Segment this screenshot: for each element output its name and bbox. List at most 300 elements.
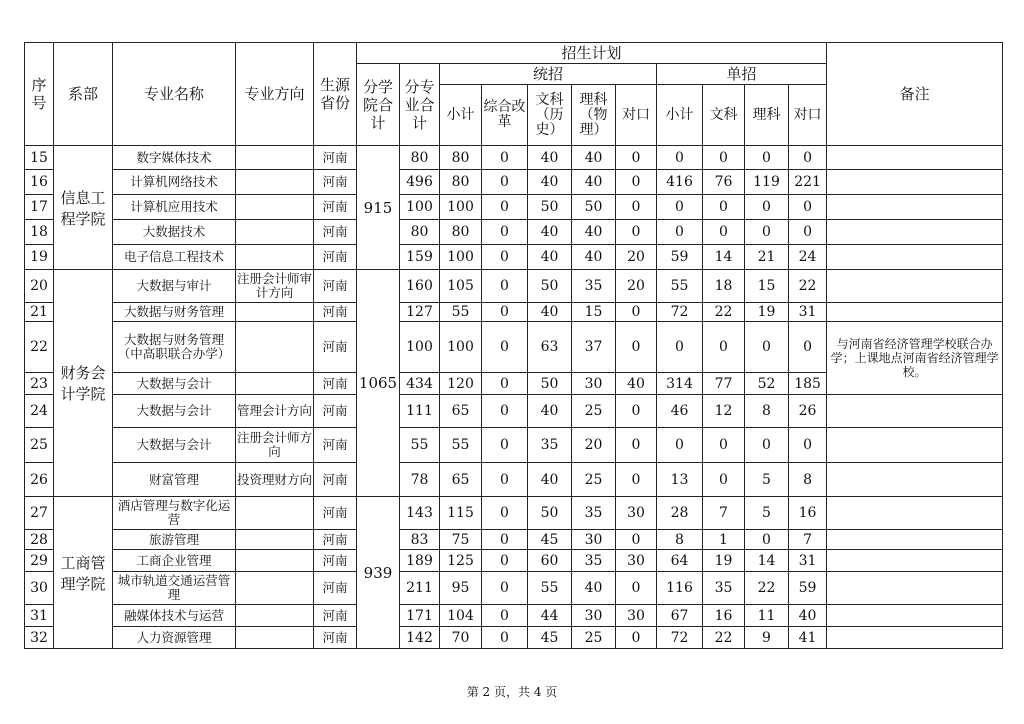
college-total: 1065: [357, 270, 400, 497]
college-name: 信息工程学院: [54, 146, 113, 270]
major-name: 酒店管理与数字化运营: [113, 497, 236, 530]
cell-t-zh: 0: [482, 303, 528, 322]
cell-t-dk: 0: [616, 170, 657, 195]
cell-t-wen: 50: [528, 373, 572, 395]
cell-t-wen: 45: [528, 627, 572, 649]
cell-d-wen: 12: [703, 395, 745, 428]
remark-cell: [827, 627, 1003, 649]
major-name: 城市轨道交通运营管理: [113, 572, 236, 605]
major-name: 大数据与财务管理: [113, 303, 236, 322]
remark-cell: [827, 146, 1003, 170]
row-seq: 21: [25, 303, 54, 322]
row-seq: 19: [25, 245, 54, 270]
cell-d-wen: 0: [703, 220, 745, 245]
cell-t-wen: 50: [528, 270, 572, 303]
header-dept: 系部: [54, 43, 113, 146]
header-d-li: 理科: [745, 85, 789, 146]
table-row: [25, 195, 1003, 220]
cell-t-sub: 125: [440, 550, 482, 572]
cell-d-li: 11: [745, 605, 789, 627]
major-name: 电子信息工程技术: [113, 245, 236, 270]
cell-t-sub: 115: [440, 497, 482, 530]
major-total: 80: [400, 146, 440, 170]
row-seq: 18: [25, 220, 54, 245]
row-seq: 31: [25, 605, 54, 627]
cell-d-dk: 40: [789, 605, 827, 627]
cell-d-dk: 0: [789, 428, 827, 463]
cell-t-wen: 40: [528, 245, 572, 270]
college-name: 财务会计学院: [54, 270, 113, 497]
cell-d-li: 119: [745, 170, 789, 195]
source-province: 河南: [314, 550, 357, 572]
major-total: 78: [400, 463, 440, 497]
source-province: 河南: [314, 395, 357, 428]
cell-d-li: 8: [745, 395, 789, 428]
cell-d-dk: 22: [789, 270, 827, 303]
cell-d-li: 52: [745, 373, 789, 395]
major-name: 融媒体技术与运营: [113, 605, 236, 627]
major-name: 大数据技术: [113, 220, 236, 245]
cell-d-li: 14: [745, 550, 789, 572]
header-major-total: 分专业合计: [400, 64, 440, 146]
header-tongzhao: 统招: [440, 64, 657, 85]
source-province: 河南: [314, 322, 357, 373]
table-row: [25, 395, 1003, 428]
table-row: [25, 605, 1003, 627]
cell-d-li: 0: [745, 530, 789, 550]
major-total: 171: [400, 605, 440, 627]
remark-cell: [827, 245, 1003, 270]
major-total: 80: [400, 220, 440, 245]
source-province: 河南: [314, 170, 357, 195]
major-total: 83: [400, 530, 440, 550]
major-direction: [236, 146, 314, 170]
remark-cell: [827, 303, 1003, 322]
cell-t-zh: 0: [482, 572, 528, 605]
source-province: 河南: [314, 627, 357, 649]
major-total: 127: [400, 303, 440, 322]
major-name: 旅游管理: [113, 530, 236, 550]
cell-t-li: 30: [572, 605, 616, 627]
cell-t-zh: 0: [482, 195, 528, 220]
cell-d-dk: 0: [789, 322, 827, 373]
cell-d-wen: 0: [703, 322, 745, 373]
major-direction: 注册会计师方向: [236, 428, 314, 463]
cell-d-sub: 64: [657, 550, 703, 572]
cell-d-wen: 0: [703, 146, 745, 170]
major-direction: [236, 497, 314, 530]
header-college-total: 分学院合计: [357, 64, 400, 146]
cell-d-dk: 31: [789, 303, 827, 322]
cell-t-dk: 0: [616, 303, 657, 322]
cell-t-dk: 30: [616, 497, 657, 530]
cell-d-li: 9: [745, 627, 789, 649]
major-total: 211: [400, 572, 440, 605]
header-remark: 备注: [827, 43, 1003, 146]
cell-d-sub: 0: [657, 195, 703, 220]
cell-t-sub: 105: [440, 270, 482, 303]
source-province: 河南: [314, 463, 357, 497]
cell-t-dk: 0: [616, 428, 657, 463]
remark-cell: [827, 572, 1003, 605]
cell-t-zh: 0: [482, 395, 528, 428]
cell-t-zh: 0: [482, 627, 528, 649]
cell-t-li: 35: [572, 497, 616, 530]
table-row: [25, 303, 1003, 322]
row-seq: 32: [25, 627, 54, 649]
major-direction: 注册会计师审计方向: [236, 270, 314, 303]
remark-cell: [827, 530, 1003, 550]
cell-d-sub: 0: [657, 428, 703, 463]
major-direction: [236, 220, 314, 245]
cell-d-wen: 0: [703, 195, 745, 220]
cell-t-dk: 40: [616, 373, 657, 395]
cell-t-li: 25: [572, 627, 616, 649]
cell-d-li: 0: [745, 195, 789, 220]
cell-t-sub: 55: [440, 428, 482, 463]
cell-d-sub: 28: [657, 497, 703, 530]
cell-t-dk: 0: [616, 146, 657, 170]
cell-d-li: 15: [745, 270, 789, 303]
cell-d-dk: 0: [789, 220, 827, 245]
major-direction: [236, 572, 314, 605]
cell-t-sub: 100: [440, 322, 482, 373]
cell-t-li: 25: [572, 463, 616, 497]
cell-t-zh: 0: [482, 550, 528, 572]
remark-cell: [827, 428, 1003, 463]
remark-cell: [827, 220, 1003, 245]
cell-t-li: 50: [572, 195, 616, 220]
cell-d-sub: 13: [657, 463, 703, 497]
major-name: 工商企业管理: [113, 550, 236, 572]
cell-t-li: 40: [572, 220, 616, 245]
major-name: 大数据与会计: [113, 395, 236, 428]
cell-d-dk: 26: [789, 395, 827, 428]
cell-t-li: 30: [572, 530, 616, 550]
cell-t-wen: 35: [528, 428, 572, 463]
major-name: 数字媒体技术: [113, 146, 236, 170]
cell-t-sub: 95: [440, 572, 482, 605]
cell-t-sub: 65: [440, 463, 482, 497]
source-province: 河南: [314, 303, 357, 322]
cell-t-wen: 40: [528, 395, 572, 428]
cell-d-wen: 22: [703, 627, 745, 649]
major-direction: [236, 322, 314, 373]
cell-d-wen: 0: [703, 463, 745, 497]
major-name: 大数据与会计: [113, 428, 236, 463]
major-name: 计算机应用技术: [113, 195, 236, 220]
remark-cell: 与河南省经济管理学校联合办学；上课地点河南省经济管理学校。: [827, 322, 1003, 395]
remark-cell: [827, 270, 1003, 303]
table-row: [25, 530, 1003, 550]
cell-t-zh: 0: [482, 428, 528, 463]
header-like: 理科（物理）: [572, 85, 616, 146]
major-total: 159: [400, 245, 440, 270]
cell-d-dk: 41: [789, 627, 827, 649]
row-seq: 15: [25, 146, 54, 170]
row-seq: 29: [25, 550, 54, 572]
source-province: 河南: [314, 497, 357, 530]
major-total: 189: [400, 550, 440, 572]
college-name: 工商管理学院: [54, 497, 113, 649]
cell-d-sub: 0: [657, 146, 703, 170]
row-seq: 20: [25, 270, 54, 303]
college-total: 939: [357, 497, 400, 649]
cell-d-sub: 0: [657, 220, 703, 245]
table-row: [25, 270, 1003, 303]
cell-t-zh: 0: [482, 322, 528, 373]
cell-t-li: 40: [572, 245, 616, 270]
cell-d-wen: 77: [703, 373, 745, 395]
cell-t-sub: 80: [440, 146, 482, 170]
major-direction: [236, 550, 314, 572]
cell-t-dk: 0: [616, 195, 657, 220]
row-seq: 16: [25, 170, 54, 195]
cell-t-zh: 0: [482, 530, 528, 550]
cell-d-sub: 416: [657, 170, 703, 195]
header-plan: 招生计划: [357, 43, 827, 64]
cell-t-li: 20: [572, 428, 616, 463]
cell-d-wen: 35: [703, 572, 745, 605]
cell-t-dk: 30: [616, 550, 657, 572]
cell-t-sub: 80: [440, 220, 482, 245]
cell-d-dk: 24: [789, 245, 827, 270]
table-row: [25, 428, 1003, 463]
cell-t-dk: 0: [616, 395, 657, 428]
major-name: 大数据与会计: [113, 373, 236, 395]
cell-d-wen: 14: [703, 245, 745, 270]
table-row: [25, 146, 1003, 170]
cell-d-wen: 1: [703, 530, 745, 550]
cell-d-dk: 7: [789, 530, 827, 550]
cell-d-sub: 8: [657, 530, 703, 550]
source-province: 河南: [314, 572, 357, 605]
major-direction: 管理会计方向: [236, 395, 314, 428]
major-name: 财富管理: [113, 463, 236, 497]
cell-d-li: 21: [745, 245, 789, 270]
cell-d-li: 0: [745, 322, 789, 373]
cell-t-zh: 0: [482, 463, 528, 497]
cell-t-zh: 0: [482, 146, 528, 170]
header-seq: 序号: [25, 43, 54, 146]
row-seq: 23: [25, 373, 54, 395]
cell-t-dk: 20: [616, 245, 657, 270]
cell-t-li: 15: [572, 303, 616, 322]
major-name: 大数据与审计: [113, 270, 236, 303]
cell-d-sub: 72: [657, 303, 703, 322]
cell-t-zh: 0: [482, 220, 528, 245]
major-total: 496: [400, 170, 440, 195]
cell-t-zh: 0: [482, 373, 528, 395]
cell-t-li: 35: [572, 270, 616, 303]
cell-d-sub: 0: [657, 322, 703, 373]
cell-d-sub: 72: [657, 627, 703, 649]
cell-t-wen: 50: [528, 497, 572, 530]
cell-t-zh: 0: [482, 270, 528, 303]
cell-t-zh: 0: [482, 605, 528, 627]
header-t-subtotal: 小计: [440, 85, 482, 146]
table-row: [25, 220, 1003, 245]
cell-d-dk: 221: [789, 170, 827, 195]
remark-cell: [827, 170, 1003, 195]
major-name: 计算机网络技术: [113, 170, 236, 195]
cell-t-wen: 44: [528, 605, 572, 627]
cell-t-li: 30: [572, 373, 616, 395]
major-direction: 投资理财方向: [236, 463, 314, 497]
major-total: 434: [400, 373, 440, 395]
major-name: 人力资源管理: [113, 627, 236, 649]
cell-t-sub: 80: [440, 170, 482, 195]
cell-t-sub: 75: [440, 530, 482, 550]
major-direction: [236, 530, 314, 550]
cell-t-dk: 0: [616, 220, 657, 245]
cell-d-dk: 185: [789, 373, 827, 395]
row-seq: 17: [25, 195, 54, 220]
cell-t-wen: 60: [528, 550, 572, 572]
cell-d-sub: 314: [657, 373, 703, 395]
table-row: [25, 170, 1003, 195]
major-direction: [236, 627, 314, 649]
remark-cell: [827, 497, 1003, 530]
cell-d-li: 5: [745, 497, 789, 530]
source-province: 河南: [314, 530, 357, 550]
cell-t-li: 40: [572, 572, 616, 605]
row-seq: 28: [25, 530, 54, 550]
header-zonghe: 综合改革: [482, 85, 528, 146]
cell-d-sub: 116: [657, 572, 703, 605]
cell-t-wen: 45: [528, 530, 572, 550]
cell-d-wen: 76: [703, 170, 745, 195]
major-total: 142: [400, 627, 440, 649]
cell-t-wen: 40: [528, 220, 572, 245]
cell-t-dk: 0: [616, 530, 657, 550]
cell-t-wen: 40: [528, 146, 572, 170]
cell-t-sub: 120: [440, 373, 482, 395]
cell-t-zh: 0: [482, 170, 528, 195]
cell-d-sub: 46: [657, 395, 703, 428]
cell-t-wen: 50: [528, 195, 572, 220]
cell-d-wen: 22: [703, 303, 745, 322]
cell-d-sub: 59: [657, 245, 703, 270]
cell-t-dk: 30: [616, 605, 657, 627]
remark-cell: [827, 195, 1003, 220]
cell-t-dk: 0: [616, 322, 657, 373]
cell-t-li: 40: [572, 146, 616, 170]
page-footer: 第 2 页，共 4 页: [466, 685, 558, 699]
major-total: 111: [400, 395, 440, 428]
header-t-duikou: 对口: [616, 85, 657, 146]
row-seq: 25: [25, 428, 54, 463]
header-danzhao: 单招: [657, 64, 827, 85]
row-seq: 27: [25, 497, 54, 530]
cell-d-wen: 0: [703, 428, 745, 463]
cell-d-wen: 18: [703, 270, 745, 303]
cell-t-wen: 55: [528, 572, 572, 605]
college-total: 915: [357, 146, 400, 270]
major-total: 143: [400, 497, 440, 530]
header-province: 生源省份: [314, 43, 357, 146]
cell-d-dk: 0: [789, 146, 827, 170]
major-direction: [236, 170, 314, 195]
cell-d-dk: 0: [789, 195, 827, 220]
table-row: [25, 572, 1003, 605]
header-wenke: 文科（历史）: [528, 85, 572, 146]
cell-d-li: 19: [745, 303, 789, 322]
table-row: [25, 550, 1003, 572]
major-name: 大数据与财务管理（中高职联合办学）: [113, 322, 236, 373]
table-row: [25, 245, 1003, 270]
major-direction: [236, 303, 314, 322]
table-row: [25, 322, 1003, 373]
cell-d-li: 0: [745, 146, 789, 170]
table-row: [25, 497, 1003, 530]
source-province: 河南: [314, 195, 357, 220]
cell-t-sub: 65: [440, 395, 482, 428]
remark-cell: [827, 550, 1003, 572]
row-seq: 30: [25, 572, 54, 605]
cell-t-dk: 0: [616, 572, 657, 605]
remark-cell: [827, 395, 1003, 428]
cell-t-sub: 100: [440, 245, 482, 270]
major-direction: [236, 245, 314, 270]
cell-d-sub: 67: [657, 605, 703, 627]
cell-t-li: 25: [572, 395, 616, 428]
cell-d-wen: 16: [703, 605, 745, 627]
cell-t-wen: 40: [528, 170, 572, 195]
cell-t-wen: 63: [528, 322, 572, 373]
cell-t-dk: 20: [616, 270, 657, 303]
table-row: [25, 627, 1003, 649]
cell-d-dk: 31: [789, 550, 827, 572]
major-total: 100: [400, 195, 440, 220]
header-major: 专业名称: [113, 43, 236, 146]
row-seq: 22: [25, 322, 54, 373]
cell-t-li: 35: [572, 550, 616, 572]
major-total: 100: [400, 322, 440, 373]
cell-t-li: 37: [572, 322, 616, 373]
source-province: 河南: [314, 605, 357, 627]
header-direction: 专业方向: [236, 43, 314, 146]
remark-cell: [827, 605, 1003, 627]
table-row: [25, 463, 1003, 497]
cell-t-zh: 0: [482, 497, 528, 530]
cell-d-wen: 7: [703, 497, 745, 530]
cell-d-wen: 19: [703, 550, 745, 572]
cell-t-zh: 0: [482, 245, 528, 270]
cell-d-li: 5: [745, 463, 789, 497]
major-total: 160: [400, 270, 440, 303]
cell-d-li: 0: [745, 220, 789, 245]
remark-cell: [827, 463, 1003, 497]
row-seq: 24: [25, 395, 54, 428]
cell-t-sub: 104: [440, 605, 482, 627]
cell-d-dk: 16: [789, 497, 827, 530]
cell-t-wen: 40: [528, 303, 572, 322]
row-seq: 26: [25, 463, 54, 497]
major-direction: [236, 195, 314, 220]
cell-d-li: 22: [745, 572, 789, 605]
cell-t-wen: 40: [528, 463, 572, 497]
source-province: 河南: [314, 146, 357, 170]
source-province: 河南: [314, 270, 357, 303]
cell-t-sub: 100: [440, 195, 482, 220]
cell-d-dk: 59: [789, 572, 827, 605]
enrollment-plan-table: [24, 42, 1003, 649]
cell-t-dk: 0: [616, 463, 657, 497]
source-province: 河南: [314, 373, 357, 395]
cell-t-sub: 55: [440, 303, 482, 322]
major-direction: [236, 605, 314, 627]
